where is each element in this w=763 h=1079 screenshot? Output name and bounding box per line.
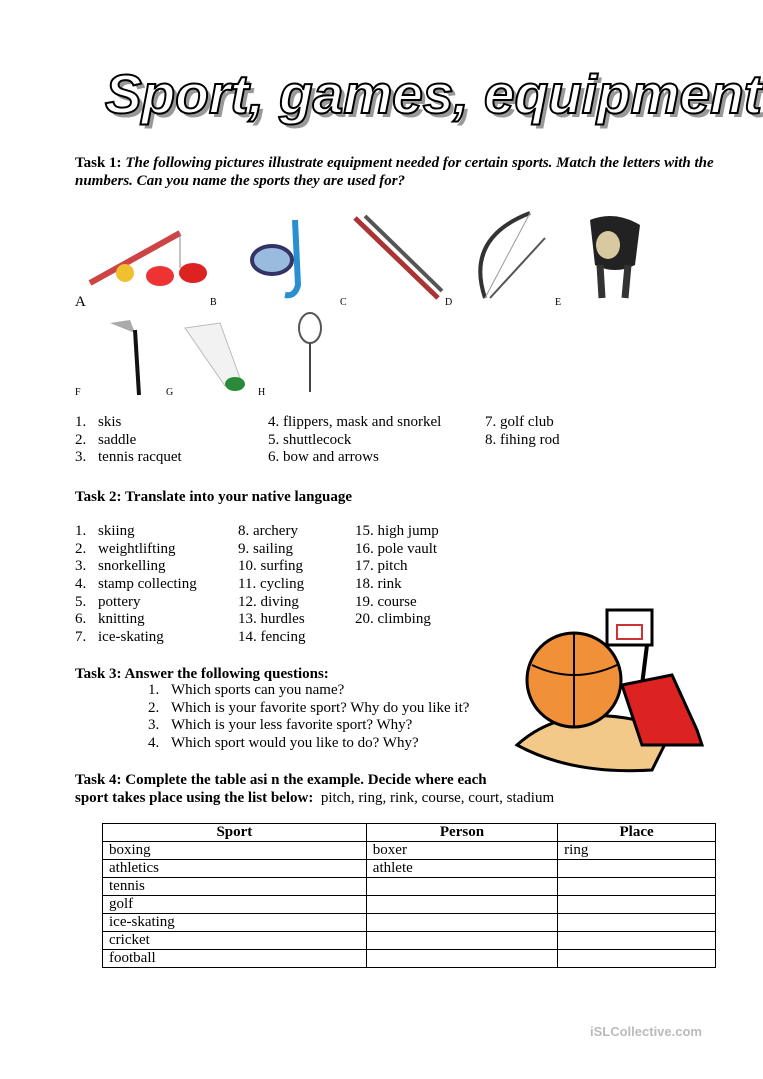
list-item: 1. skis [75, 414, 122, 430]
person-cell[interactable] [366, 914, 557, 932]
badminton-racquet-image [295, 310, 325, 395]
task2-heading: Task 2: Translate into your native language [75, 489, 352, 505]
item-text: stamp collecting [98, 576, 197, 593]
place-cell[interactable] [558, 896, 716, 914]
golf-club-image [105, 315, 145, 397]
worksheet-title: Sport, games, equipment [105, 63, 763, 125]
header-person: Person [366, 824, 557, 842]
table-row [103, 932, 716, 950]
equipment-list-col3 [485, 414, 560, 449]
question: 2. Which is your favorite sport? Why do you like it? [148, 699, 470, 716]
task2-col2 [238, 523, 305, 647]
letter-a: A [75, 294, 86, 310]
letter-d: D [445, 297, 453, 308]
person-cell[interactable] [366, 896, 557, 914]
list-item: 9. sailing [238, 540, 293, 557]
list-item: 20. climbing [355, 611, 431, 628]
skis-image [350, 213, 445, 303]
question: 3. Which is your less favorite sport? Why? [148, 717, 413, 734]
table-row [103, 842, 716, 860]
bow-and-arrows-image [465, 208, 555, 303]
item-text: pottery [98, 593, 141, 610]
task3-heading: Task 3: Answer the following questions: [75, 666, 329, 682]
question: 4. Which sport would you like to do? Why? [148, 735, 419, 752]
sport-cell: golf [103, 896, 367, 914]
item-text: snorkelling [98, 558, 166, 575]
sport-cell: ice-skating [103, 914, 367, 932]
list-item: 3. tennis racquet [75, 449, 182, 466]
list-item: 17. pitch [355, 558, 408, 575]
letter-f: F [75, 387, 81, 398]
list-item: 18. rink [355, 576, 402, 593]
list-item: 10. surfing [238, 558, 303, 575]
header-sport: Sport [103, 824, 367, 842]
islcollective-watermark: iSLCollective.com [590, 1024, 702, 1039]
list-item: 5. pottery [75, 593, 141, 610]
list-item: 5. shuttlecock [268, 431, 352, 448]
header-place: Place [558, 824, 716, 842]
person-cell: athlete [366, 860, 557, 878]
list-item: 6. bow and arrows [268, 449, 379, 466]
list-item: 4. flippers, mask and snorkel [268, 414, 442, 430]
item-text: skiing [98, 523, 135, 539]
list-item: 6. knitting [75, 611, 145, 628]
table-row [103, 896, 716, 914]
list-item: 14. fencing [238, 629, 306, 646]
place-cell[interactable] [558, 860, 716, 878]
list-item: 3. snorkelling [75, 558, 166, 575]
item-text: ice-skating [98, 629, 164, 646]
sport-cell: tennis [103, 878, 367, 896]
table-row [103, 914, 716, 932]
task1-label: Task 1: [75, 155, 122, 171]
equipment-list-col1 [75, 414, 182, 467]
person-cell: boxer [366, 842, 557, 860]
list-item: 7. ice-skating [75, 629, 164, 646]
list-item: 8. archery [238, 523, 298, 539]
place-cell[interactable] [558, 878, 716, 896]
letter-h: H [258, 387, 266, 398]
task3-questions [148, 682, 469, 753]
item-text: weightlifting [98, 540, 176, 557]
list-item: 13. hurdles [238, 611, 305, 628]
task2-col1 [75, 523, 197, 647]
list-item: 4. stamp collecting [75, 576, 197, 593]
list-item: 7. golf club [485, 414, 554, 430]
list-item: 12. diving [238, 593, 299, 610]
task1-instructions [75, 154, 720, 190]
sport-cell: football [103, 950, 367, 968]
task2-col3 [355, 523, 439, 629]
task4-instructions: sport takes place using the list below: pitch, ring, rink, course, court, stadium [75, 790, 555, 806]
list-item: 8. fihing rod [485, 431, 560, 448]
snorkel-mask-image [250, 215, 310, 300]
shuttlecock-image [180, 318, 250, 393]
table-row [103, 878, 716, 896]
fishing-rod-image [85, 228, 215, 298]
letter-g: G [166, 387, 174, 398]
sport-cell: athletics [103, 860, 367, 878]
person-cell[interactable] [366, 932, 557, 950]
list-item: 19. course [355, 593, 417, 610]
task1-text: The following pictures illustrate equipment needed for certain sports. Match the letters with the numbers. Can you name the sports they are used for? [75, 155, 714, 189]
list-item: 11. cycling [238, 576, 305, 593]
place-cell[interactable] [558, 950, 716, 968]
table-row [103, 860, 716, 878]
list-item: 1. skiing [75, 523, 135, 539]
table-row [103, 950, 716, 968]
sports-table [102, 823, 716, 968]
question: 1. Which sports can you name? [148, 682, 345, 698]
saddle-image [580, 210, 650, 302]
sport-cell: boxing [103, 842, 367, 860]
letter-b: B [210, 297, 217, 308]
sport-cell: cricket [103, 932, 367, 950]
letter-e: E [555, 297, 562, 308]
list-item: 2. saddle [75, 431, 137, 448]
person-cell[interactable] [366, 878, 557, 896]
basketball-clipart [512, 605, 712, 775]
person-cell[interactable] [366, 950, 557, 968]
table-header-row [103, 824, 716, 842]
item-text: knitting [98, 611, 145, 628]
place-cell[interactable] [558, 932, 716, 950]
list-item: 2. weightlifting [75, 540, 176, 557]
letter-c: C [340, 297, 347, 308]
place-cell: ring [558, 842, 716, 860]
place-cell[interactable] [558, 914, 716, 932]
task4-heading: Task 4: Complete the table asi n the example. Decide where each [75, 772, 487, 788]
equipment-list-col2 [268, 414, 441, 467]
list-item: 16. pole vault [355, 540, 438, 557]
list-item: 15. high jump [355, 523, 439, 539]
